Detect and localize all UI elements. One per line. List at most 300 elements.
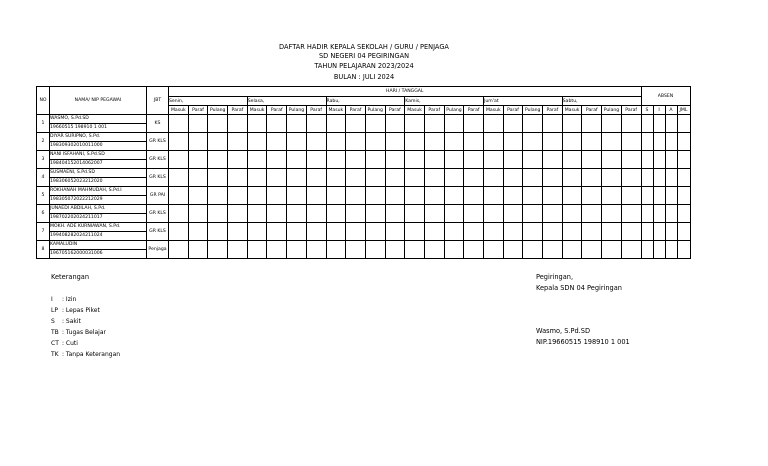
attendance-cell [503,205,523,223]
attendance-cell [582,133,602,151]
attendance-cell [523,115,543,133]
attendance-cell [543,169,563,187]
attendance-cell [424,151,444,169]
sub-header: Paraf [464,106,484,115]
attendance-cell [677,187,690,205]
attendance-cell [653,169,665,187]
attendance-cell [523,241,543,259]
sub-header: Paraf [346,106,366,115]
attendance-cell [365,169,385,187]
attendance-cell [444,223,464,241]
employee-position: GR KLS [147,205,169,223]
attendance-cell [228,223,248,241]
attendance-cell [169,115,189,133]
attendance-cell [677,115,690,133]
attendance-cell [503,151,523,169]
attendance-cell [405,223,425,241]
employee-nip: 198306052023212020 [50,178,147,187]
sub-header: Masuk [484,106,504,115]
attendance-cell [621,241,641,259]
attendance-cell [287,151,307,169]
attendance-cell [346,187,366,205]
attendance-cell [169,133,189,151]
attendance-cell [444,133,464,151]
attendance-cell [677,169,690,187]
legend-code: TB [51,329,59,336]
sub-header: Masuk [405,106,425,115]
absen-header: A [665,106,677,115]
attendance-cell [287,115,307,133]
attendance-cell [424,115,444,133]
attendance-cell [543,187,563,205]
attendance-cell [582,115,602,133]
attendance-cell [503,223,523,241]
attendance-cell [484,205,504,223]
attendance-cell [326,223,346,241]
sub-header: Pulang [365,106,385,115]
attendance-cell [464,241,484,259]
attendance-cell [188,115,208,133]
attendance-cell [346,205,366,223]
attendance-cell [543,241,563,259]
employee-nip: 198309302010011000 [50,142,147,151]
attendance-cell [188,187,208,205]
attendance-cell [208,205,228,223]
attendance-cell [523,151,543,169]
attendance-cell [287,187,307,205]
attendance-cell [208,241,228,259]
attendance-cell [484,115,504,133]
attendance-cell [464,187,484,205]
attendance-cell [169,169,189,187]
attendance-cell [385,187,405,205]
attendance-cell [653,115,665,133]
attendance-cell [169,151,189,169]
employee-position: GR PAI [147,187,169,205]
attendance-cell [306,187,326,205]
attendance-cell [523,187,543,205]
attendance-cell [562,151,582,169]
employee-position: Penjaga [147,241,169,259]
attendance-cell [346,169,366,187]
sub-header: Paraf [228,106,248,115]
absen-header: JML [677,106,690,115]
signature-place: Pegiringan, [536,273,574,281]
attendance-cell [208,187,228,205]
attendance-cell [665,133,677,151]
attendance-cell [602,205,622,223]
attendance-cell [602,241,622,259]
row-number: 5 [37,187,50,205]
legend-item [51,316,120,327]
attendance-cell [188,133,208,151]
attendance-cell [464,133,484,151]
attendance-cell [503,115,523,133]
attendance-cell [326,133,346,151]
attendance-cell [503,133,523,151]
sub-header: Paraf [306,106,326,115]
legend-item [51,294,120,305]
attendance-cell [677,133,690,151]
school-name: SD NEGERI 04 PEGIRINGAN [318,52,410,60]
col-header-absen: ABSEN [641,87,690,106]
attendance-cell [306,151,326,169]
table-row [37,205,691,214]
attendance-cell [424,169,444,187]
sub-header: Paraf [385,106,405,115]
sub-header: Paraf [424,106,444,115]
attendance-cell [665,151,677,169]
signature-nip: NIP.19660515 198910 1 001 [536,338,630,346]
attendance-cell [677,223,690,241]
attendance-cell [346,241,366,259]
attendance-cell [641,187,653,205]
attendance-cell [247,151,267,169]
attendance-cell [346,151,366,169]
attendance-cell [228,133,248,151]
row-number: 7 [37,223,50,241]
attendance-cell [464,115,484,133]
attendance-cell [188,151,208,169]
attendance-cell [306,115,326,133]
attendance-cell [444,115,464,133]
employee-nip: 19660515 198910 1 001 [50,124,147,133]
sub-header: Masuk [247,106,267,115]
attendance-cell [365,187,385,205]
attendance-cell [641,115,653,133]
legend-code: LP [51,307,58,314]
attendance-cell [346,223,366,241]
employee-position: GR KLS [147,169,169,187]
attendance-cell [641,169,653,187]
attendance-cell [188,223,208,241]
legend-title: Keterangan [51,273,90,281]
sub-header: Paraf [188,106,208,115]
legend-item [51,305,120,316]
attendance-cell [405,133,425,151]
col-header-no: NO [37,87,50,115]
attendance-cell [653,205,665,223]
table-row [37,133,691,142]
attendance-cell [641,241,653,259]
sub-header: Paraf [543,106,563,115]
attendance-cell [267,205,287,223]
attendance-cell [228,151,248,169]
attendance-cell [424,223,444,241]
attendance-cell [653,187,665,205]
attendance-cell [247,223,267,241]
attendance-cell [543,223,563,241]
attendance-cell [503,241,523,259]
legend-text: : Izin [62,296,77,303]
attendance-cell [562,115,582,133]
employee-name: MOKH. ADE KURNIAWAN, S.Pd. [50,223,147,232]
attendance-cell [306,133,326,151]
attendance-cell [582,223,602,241]
attendance-cell [582,169,602,187]
attendance-cell [444,187,464,205]
attendance-cell [665,187,677,205]
attendance-cell [188,169,208,187]
attendance-cell [602,169,622,187]
attendance-cell [523,205,543,223]
attendance-cell [365,133,385,151]
employee-name: KAMALUDIN [50,241,147,250]
attendance-cell [326,169,346,187]
row-number: 2 [37,133,50,151]
attendance-cell [523,223,543,241]
attendance-cell [562,223,582,241]
attendance-cell [602,133,622,151]
legend-item [51,327,120,338]
employee-name: SUSMAENI, S.Pd.SD [50,169,147,178]
attendance-cell [523,169,543,187]
attendance-cell [365,151,385,169]
attendance-cell [653,241,665,259]
col-header-name: NAMA/ NIP PEGAWAI [50,87,147,115]
attendance-cell [641,223,653,241]
employee-position: GR KLS [147,151,169,169]
attendance-cell [365,241,385,259]
row-number: 6 [37,205,50,223]
attendance-cell [444,151,464,169]
attendance-cell [602,115,622,133]
attendance-cell [602,223,622,241]
absen-header: S [641,106,653,115]
attendance-cell [677,205,690,223]
attendance-cell [444,205,464,223]
attendance-cell [484,187,504,205]
attendance-cell [523,133,543,151]
attendance-cell [621,187,641,205]
attendance-cell [247,133,267,151]
attendance-cell [287,133,307,151]
attendance-cell [424,133,444,151]
attendance-cell [365,205,385,223]
row-number: 4 [37,169,50,187]
col-header-jbt: JBT [147,87,169,115]
attendance-cell [365,223,385,241]
employee-name: WASMO, S.Pd.SD [50,115,147,124]
employee-nip: 199408282024211024 [50,232,147,241]
attendance-cell [208,169,228,187]
attendance-cell [346,133,366,151]
attendance-cell [665,223,677,241]
attendance-cell [484,241,504,259]
legend-text: : Sakit [62,318,81,325]
employee-name: JUNAEDI ABDILAH, S.Pd. [50,205,147,214]
attendance-cell [188,241,208,259]
attendance-cell [208,133,228,151]
day-header: Jum'at [484,97,563,106]
attendance-cell [385,241,405,259]
attendance-cell [582,241,602,259]
attendance-cell [169,205,189,223]
attendance-cell [326,187,346,205]
attendance-cell [653,223,665,241]
day-header: Kamis, [405,97,484,106]
table-row [37,115,691,124]
legend-item [51,338,120,349]
col-header-days: HARI / TANGGAL [169,87,642,97]
attendance-cell [562,169,582,187]
attendance-cell [267,241,287,259]
employee-nip: 198404152014062007 [50,160,147,169]
attendance-cell [665,241,677,259]
attendance-cell [464,151,484,169]
employee-position: GR KLS [147,223,169,241]
sub-header: Paraf [621,106,641,115]
attendance-cell [267,133,287,151]
attendance-cell [641,205,653,223]
attendance-cell [247,187,267,205]
legend-code: I [51,296,53,303]
attendance-cell [326,241,346,259]
attendance-cell [424,241,444,259]
attendance-cell [665,169,677,187]
sub-header: Pulang [444,106,464,115]
legend-text: : Tanpa Keterangan [62,351,121,358]
attendance-cell [208,151,228,169]
attendance-cell [665,205,677,223]
attendance-cell [621,205,641,223]
attendance-cell [602,151,622,169]
attendance-cell [405,205,425,223]
attendance-cell [169,241,189,259]
attendance-cell [582,151,602,169]
attendance-cell [653,133,665,151]
legend-list [51,294,120,360]
attendance-cell [405,187,425,205]
attendance-cell [326,205,346,223]
attendance-cell [208,115,228,133]
attendance-cell [306,223,326,241]
attendance-cell [621,223,641,241]
attendance-cell [543,115,563,133]
attendance-cell [267,115,287,133]
table-row [37,187,691,196]
attendance-cell [228,205,248,223]
attendance-cell [562,205,582,223]
attendance-cell [208,223,228,241]
school-year: TAHUN PELAJARAN 2023/2024 [314,62,414,70]
attendance-cell [484,169,504,187]
attendance-cell [405,115,425,133]
attendance-cell [484,151,504,169]
employee-position: GR KLS [147,133,169,151]
attendance-cell [641,133,653,151]
legend-text: : Cuti [62,340,78,347]
table-row [37,241,691,250]
attendance-cell [385,115,405,133]
attendance-cell [503,169,523,187]
attendance-cell [228,187,248,205]
table-row [37,169,691,178]
legend-item [51,349,120,360]
attendance-cell [484,133,504,151]
attendance-cell [188,205,208,223]
attendance-cell [464,205,484,223]
attendance-cell [287,169,307,187]
attendance-cell [484,223,504,241]
attendance-cell [287,205,307,223]
attendance-cell [287,241,307,259]
attendance-cell [267,187,287,205]
attendance-cell [444,169,464,187]
attendance-cell [405,151,425,169]
attendance-cell [385,169,405,187]
attendance-cell [267,223,287,241]
attendance-cell [503,187,523,205]
sub-header: Pulang [208,106,228,115]
attendance-cell [267,169,287,187]
sub-header: Masuk [326,106,346,115]
employee-name: NANI ISFAHANI, S.Pd.SD [50,151,147,160]
attendance-cell [247,169,267,187]
attendance-cell [582,187,602,205]
signature-name: Wasmo, S.Pd.SD [536,327,591,335]
attendance-cell [562,187,582,205]
attendance-cell [677,241,690,259]
attendance-cell [169,223,189,241]
legend-code: S [51,318,55,325]
attendance-cell [621,133,641,151]
attendance-cell [326,151,346,169]
attendance-cell [621,169,641,187]
row-number: 8 [37,241,50,259]
attendance-cell [385,223,405,241]
attendance-cell [562,133,582,151]
attendance-cell [424,187,444,205]
sub-header: Masuk [562,106,582,115]
attendance-cell [677,151,690,169]
legend-code: CT [51,340,59,347]
table-row [37,151,691,160]
sub-header: Pulang [287,106,307,115]
month-line: BULAN : JULI 2024 [333,73,395,81]
attendance-cell [543,133,563,151]
attendance-cell [424,205,444,223]
day-header: Senin, [169,97,248,106]
attendance-cell [444,241,464,259]
sub-header: Paraf [582,106,602,115]
attendance-cell [405,169,425,187]
attendance-cell [228,115,248,133]
employee-name: ROKHANAH MAHMUDAH, S.Pd.I [50,187,147,196]
attendance-cell [306,205,326,223]
employee-nip: 198305072022212029 [50,196,147,205]
attendance-cell [247,241,267,259]
sub-header: Pulang [602,106,622,115]
sub-header: Masuk [169,106,189,115]
attendance-cell [385,205,405,223]
attendance-cell [562,241,582,259]
attendance-cell [464,223,484,241]
attendance-cell [385,151,405,169]
legend-text: : Tugas Belajar [62,329,106,336]
absen-header: I [653,106,665,115]
attendance-cell [665,115,677,133]
attendance-cell [464,169,484,187]
attendance-cell [287,223,307,241]
attendance-cell [405,241,425,259]
attendance-cell [621,115,641,133]
legend-text: : Lepas Piket [62,307,100,314]
attendance-cell [228,241,248,259]
attendance-table [36,86,691,259]
attendance-cell [306,169,326,187]
attendance-cell [653,151,665,169]
